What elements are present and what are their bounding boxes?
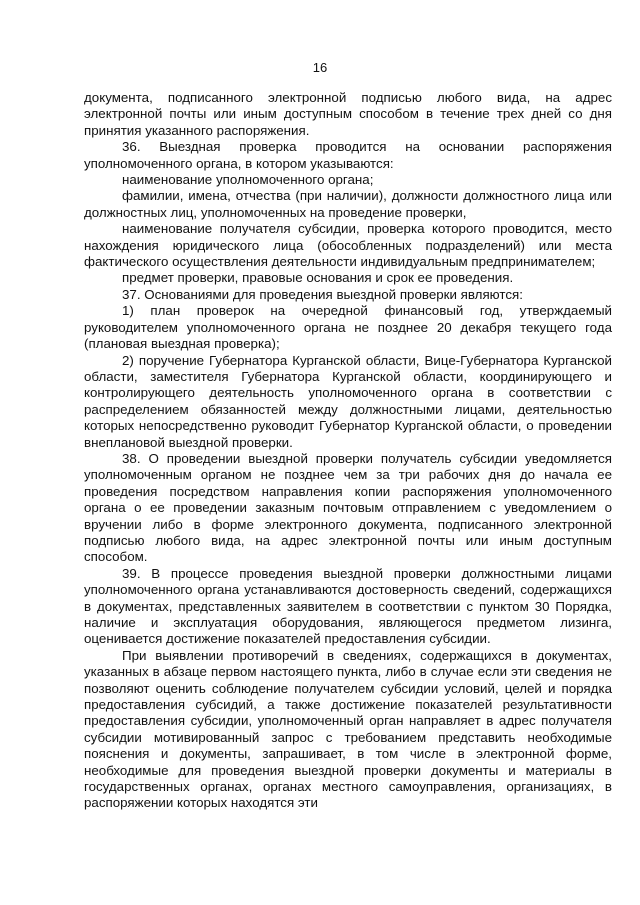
- paragraph-clause-37-item-1: 1) план проверок на очередной финансовый год, утверждаемый руководителем уполномоченного органа не позднее 20 декабря текущего года (плановая выездная проверка);: [84, 303, 612, 352]
- paragraph-continuation: документа, подписанного электронной подписью любого вида, на адрес электронной почты или иным доступным способом в течение трех дней со дня принятия указанного распоряжения.: [84, 90, 612, 138]
- document-body: [84, 90, 612, 812]
- paragraph-clause-38: 38. О проведении выездной проверки получатель субсидии уведомляется уполномоченным органом не позднее чем за три рабочих дня до начала ее проведения посредством направления копии распоряжения уполномоченного органа о ее проведении заказным почтовым отправлением с уведомлением о вручении либо в форме электронного документа, подписанного электронной подписью любого вида, на адрес электронной почты или иным доступным способом.: [84, 450, 612, 565]
- paragraph-clause-36: 36. Выездная проверка проводится на основании распоряжения уполномоченного органа, в котором указываются:: [84, 139, 612, 171]
- paragraph-clause-37: 37. Основаниями для проведения выездной проверки являются:: [122, 286, 523, 302]
- paragraph-item-authority-name: наименование уполномоченного органа;: [122, 172, 374, 188]
- paragraph-item-recipient: наименование получателя субсидии, проверка которого проводится, место нахождения юридического лица (обособленных подразделений) или места фактического осуществления деятельности индивидуальным предпринимателем;: [84, 221, 612, 270]
- paragraph-clause-39-contradictions: При выявлении противоречий в сведениях, содержащихся в документах, указанных в абзаце первом настоящего пункта, либо в случае если эти сведения не позволяют оценить соблюдение получателем субсидии условий, целей и порядка предоставления субсидий, а также достижение показателей результативности предоставления субсидии, уполномоченный орган направляет в адрес получателя субсидии мотивированный запрос с требованием представить необходимые пояснения и документы, запрашивает, в том числе в электронной форме, необходимые для проведения выездной проверки документы и материалы в государственных органах, органах местного самоуправления, организациях, в распоряжении которых находятся эти: [84, 647, 612, 811]
- paragraph-item-subject: предмет проверки, правовые основания и срок ее проведения.: [122, 270, 514, 286]
- paragraph-clause-39: 39. В процессе проведения выездной проверки должностными лицами уполномоченного органа устанавливаются достоверность сведений, содержащихся в документах, представленных заявителем в соответствии с пунктом 30 Порядка, наличие и эксплуатация оборудования, являющегося предметом лизинга, оценивается достижение показателей предоставления субсидии.: [84, 565, 612, 647]
- paragraph-item-officials: фамилии, имена, отчества (при наличии), должности должностного лица или должностных лиц, уполномоченных на проведение проверки,: [84, 188, 612, 220]
- page-number: 16: [312, 60, 328, 75]
- paragraph-clause-37-item-2: 2) поручение Губернатора Курганской области, Вице-Губернатора Курганской области, заместителя Губернатора Курганской области, координирующего и контролирующего деятельность уполномоченного органа в соответствии с распределением обязанностей между должностными лицами, деятельностью которых непосредственно руководит Губернатор Курганской области, о проведении внеплановой выездной проверки.: [84, 352, 612, 450]
